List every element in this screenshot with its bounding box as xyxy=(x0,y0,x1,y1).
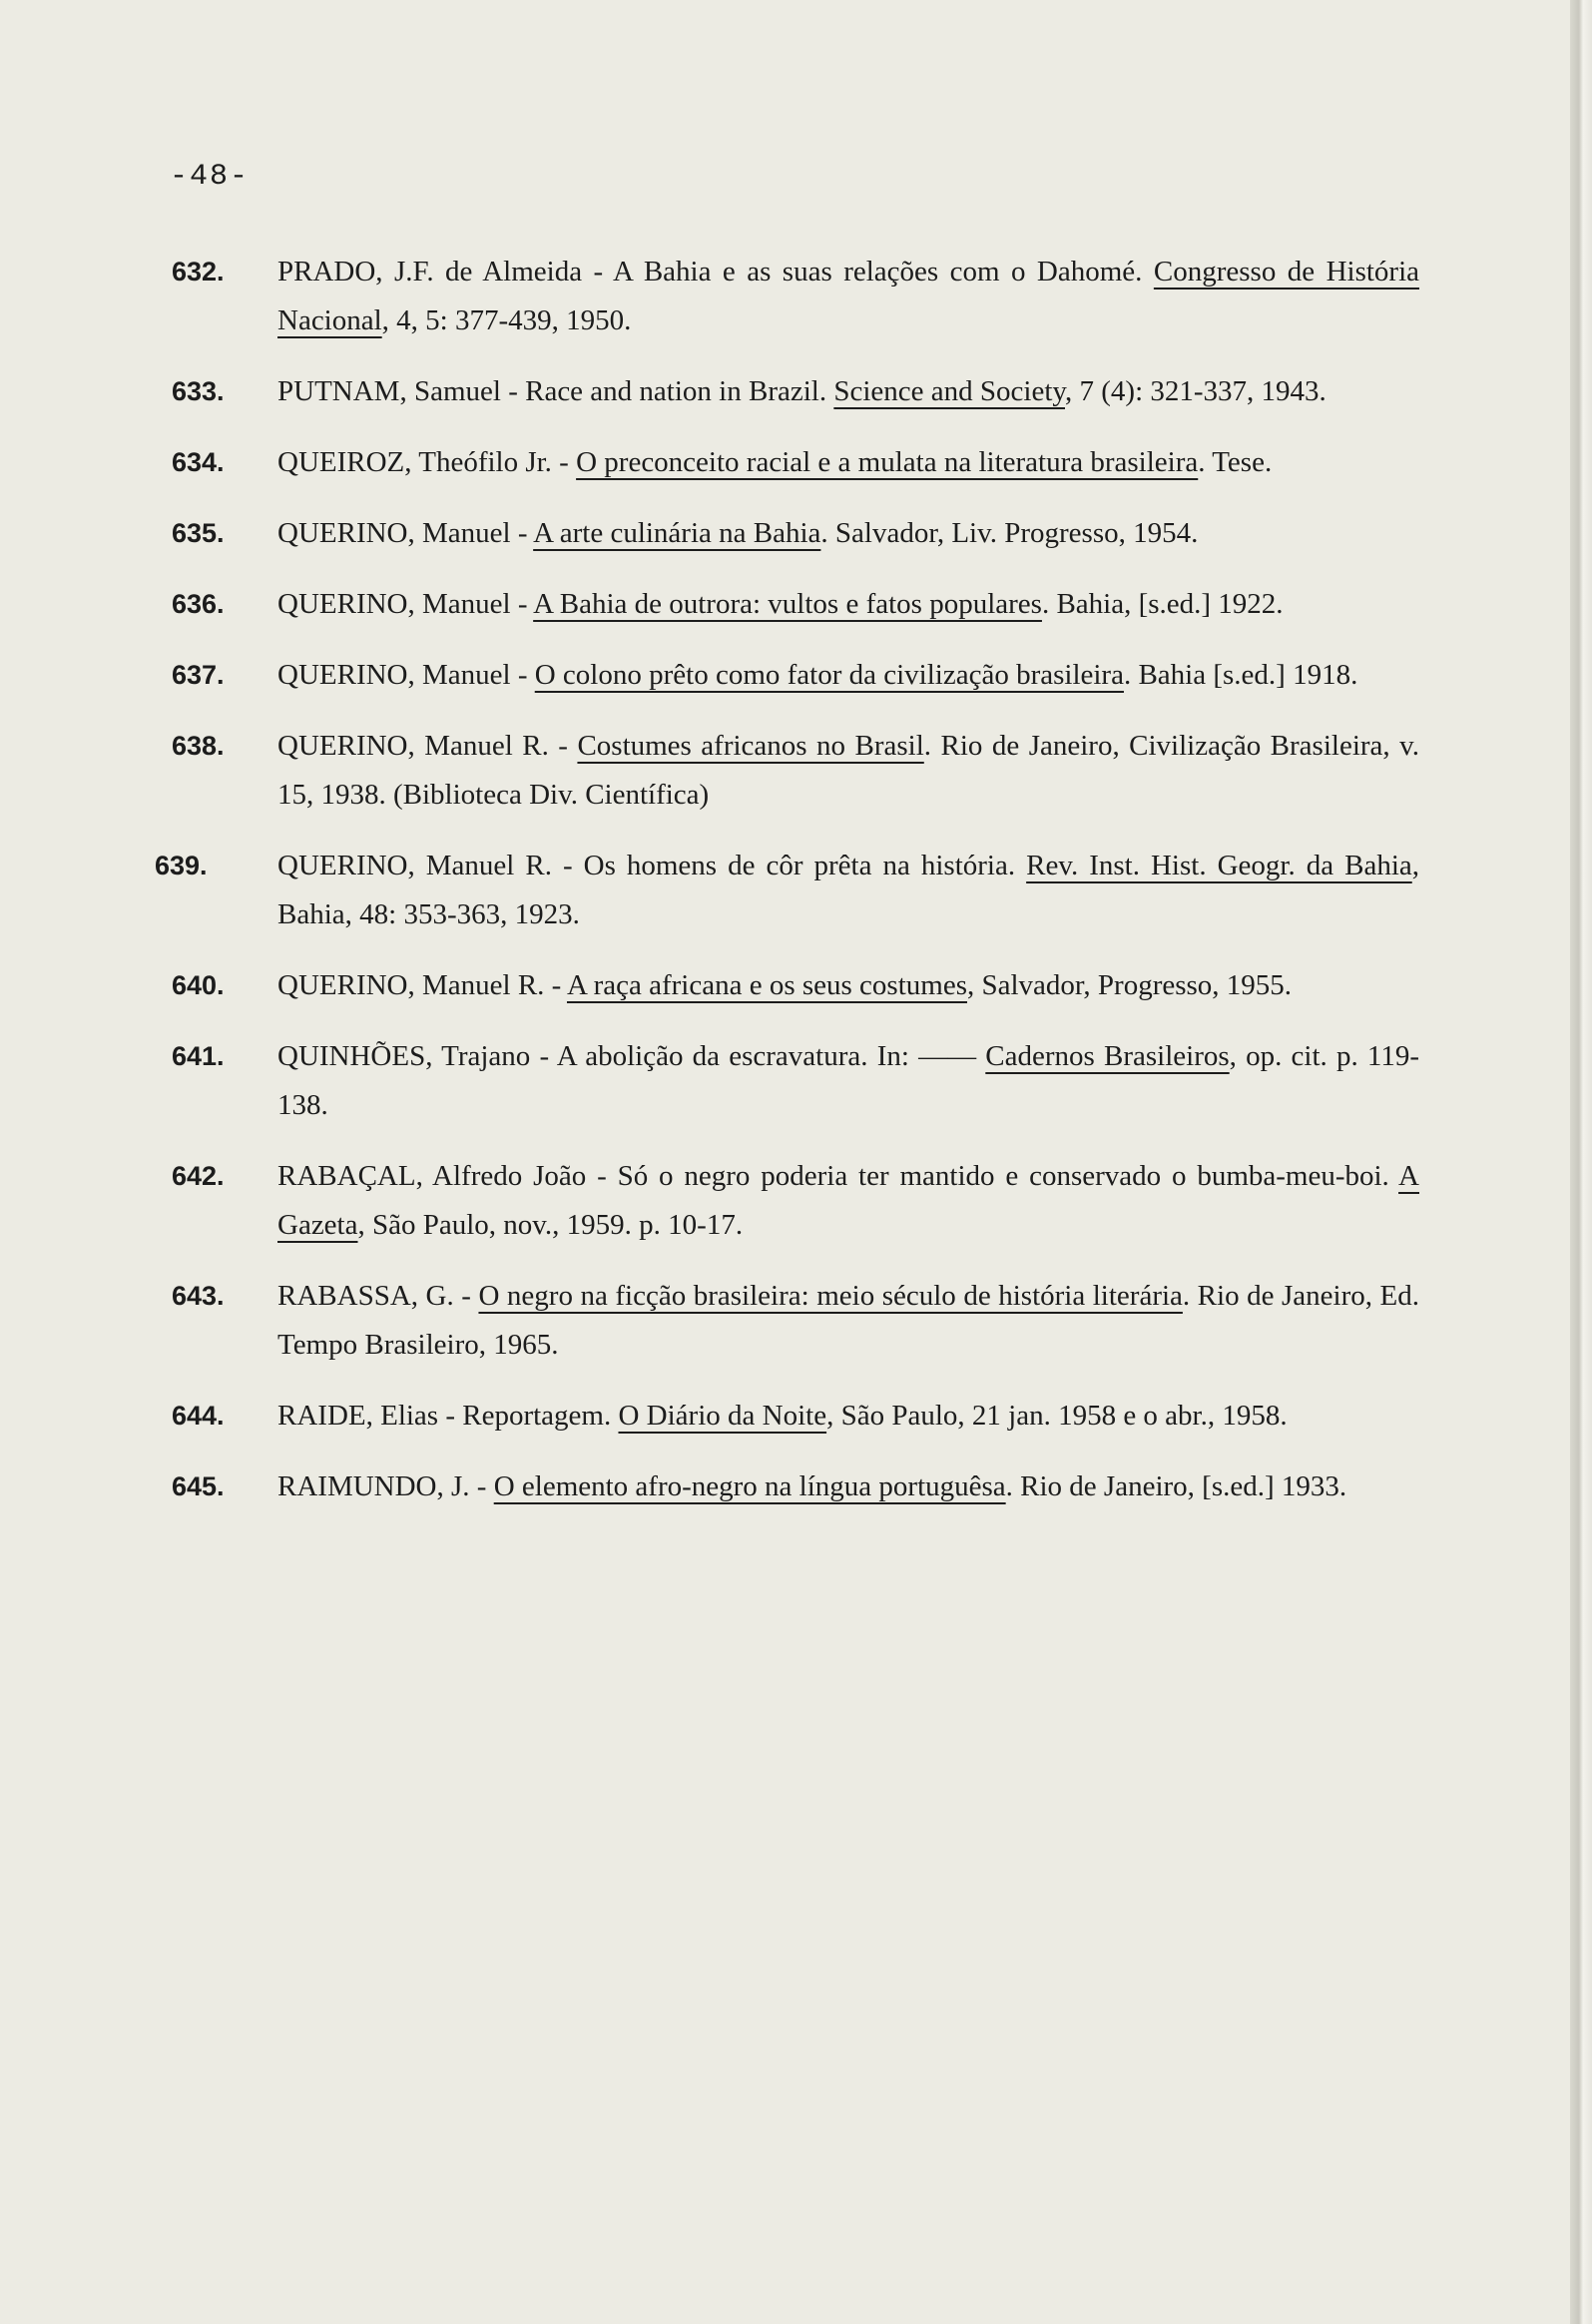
entry-author: RAIMUNDO, J. - xyxy=(277,1470,494,1502)
entry-details: . Rio de Janeiro, Civilização Brasileira, v. 15, 1938. (Biblioteca Div. Científica) xyxy=(277,730,1419,811)
entry-details: , op. cit. p. 119-138. xyxy=(277,1040,1420,1121)
entry-number: 645. xyxy=(172,1471,225,1501)
entry-details: , São Paulo, 21 jan. 1958 e o abr., 1958. xyxy=(826,1400,1288,1432)
entry-author: RABAÇAL, Alfredo João - Só o negro poderia ter mantido e conservado o bumba-meu-boi. xyxy=(277,1160,1399,1192)
bibliography-entry xyxy=(172,722,1419,820)
entry-title: O preconceito racial e a mulata na literatura brasileira xyxy=(576,446,1199,478)
bibliography-entry xyxy=(172,580,1419,629)
entry-title: A raça africana e os seus costumes xyxy=(566,969,967,1001)
entry-number: 632. xyxy=(172,257,225,287)
entry-details: . Rio de Janeiro, Ed. Tempo Brasileiro, 1965. xyxy=(277,1280,1419,1361)
entry-title: O negro na ficção brasileira: meio século de história literária xyxy=(478,1280,1183,1312)
entry-number: 642. xyxy=(172,1161,225,1191)
entry-number: 641. xyxy=(172,1041,225,1071)
bibliography-entry xyxy=(172,1032,1419,1130)
entry-title: Rev. Inst. Hist. Geogr. da Bahia xyxy=(1026,850,1412,881)
entry-details: . Tese. xyxy=(1198,446,1273,478)
entry-author: RAIDE, Elias - Reportagem. xyxy=(277,1400,619,1432)
entry-title: O Diário da Noite xyxy=(618,1400,827,1432)
entry-title: Science and Society xyxy=(833,375,1065,407)
entry-number: 637. xyxy=(172,660,225,690)
entry-author: QUERINO, Manuel R. - xyxy=(277,969,567,1001)
bibliography-entry xyxy=(172,1462,1419,1511)
entry-title: Cadernos Brasileiros xyxy=(985,1040,1230,1072)
entry-details: . Salvador, Liv. Progresso, 1954. xyxy=(820,517,1199,549)
entry-number: 635. xyxy=(172,518,225,548)
bibliography-entry xyxy=(172,1392,1419,1441)
entry-number: 640. xyxy=(172,970,225,1000)
bibliography-list xyxy=(155,248,1420,1533)
entry-title: A arte culinária na Bahia xyxy=(533,517,821,549)
entry-author: QUERINO, Manuel R. - Os homens de côr prêta na história. xyxy=(277,850,1027,881)
entry-author: PRADO, J.F. de Almeida - A Bahia e as suas relações com o Dahomé. xyxy=(277,256,1143,288)
entry-number: 639. xyxy=(155,851,208,880)
entry-author: QUERINO, Manuel - xyxy=(277,588,534,620)
entry-details: , Bahia, 48: 353-363, 1923. xyxy=(277,850,1419,930)
bibliography-entry xyxy=(172,1152,1419,1250)
bibliography-entry xyxy=(172,651,1419,700)
entry-author: QUERINO, Manuel - xyxy=(277,659,535,691)
entry-details: . Bahia, [s.ed.] 1922. xyxy=(1041,588,1284,620)
entry-number: 643. xyxy=(172,1281,225,1311)
bibliography-entry xyxy=(172,509,1419,558)
page-number: -48- xyxy=(170,160,251,194)
entry-details: , Salvador, Progresso, 1955. xyxy=(967,969,1293,1001)
entry-author: RABASSA, G. - xyxy=(277,1280,479,1312)
bibliography-entry xyxy=(155,842,1419,939)
entry-title: Congresso de História Nacional xyxy=(277,256,1419,336)
entry-author: QUERINO, Manuel - xyxy=(277,517,534,549)
entry-number: 634. xyxy=(172,447,225,477)
entry-number: 636. xyxy=(172,589,225,619)
entry-number: 644. xyxy=(172,1401,225,1431)
bibliography-entry xyxy=(172,367,1419,416)
bibliography-entry xyxy=(172,1272,1419,1370)
bibliography-entry xyxy=(172,961,1419,1010)
entry-details: . Bahia [s.ed.] 1918. xyxy=(1123,659,1358,691)
entry-number: 633. xyxy=(172,376,225,406)
entry-details: , 4, 5: 377-439, 1950. xyxy=(381,304,632,336)
page-edge xyxy=(1570,0,1592,2324)
bibliography-entry xyxy=(172,248,1419,345)
entry-author: PUTNAM, Samuel - Race and nation in Brazil. xyxy=(277,375,834,407)
entry-title: O colono prêto como fator da civilização brasileira xyxy=(534,659,1124,691)
entry-title: A Bahia de outrora: vultos e fatos populares xyxy=(533,588,1042,620)
entry-details: . Rio de Janeiro, [s.ed.] 1933. xyxy=(1005,1470,1347,1502)
entry-details: , São Paulo, nov., 1959. p. 10-17. xyxy=(357,1209,744,1241)
entry-author: QUEIROZ, Theófilo Jr. - xyxy=(277,446,577,478)
entry-title: A Gazeta xyxy=(277,1160,1419,1241)
entry-author: QUINHÕES, Trajano - A abolição da escravatura. In: —— xyxy=(277,1040,986,1072)
entry-title: Costumes africanos no Brasil xyxy=(577,730,924,762)
entry-number: 638. xyxy=(172,731,225,761)
entry-title: O elemento afro-negro na língua portuguêsa xyxy=(493,1470,1006,1502)
entry-details: , 7 (4): 321-337, 1943. xyxy=(1065,375,1327,407)
bibliography-entry xyxy=(172,438,1419,487)
entry-author: QUERINO, Manuel R. - xyxy=(277,730,578,762)
